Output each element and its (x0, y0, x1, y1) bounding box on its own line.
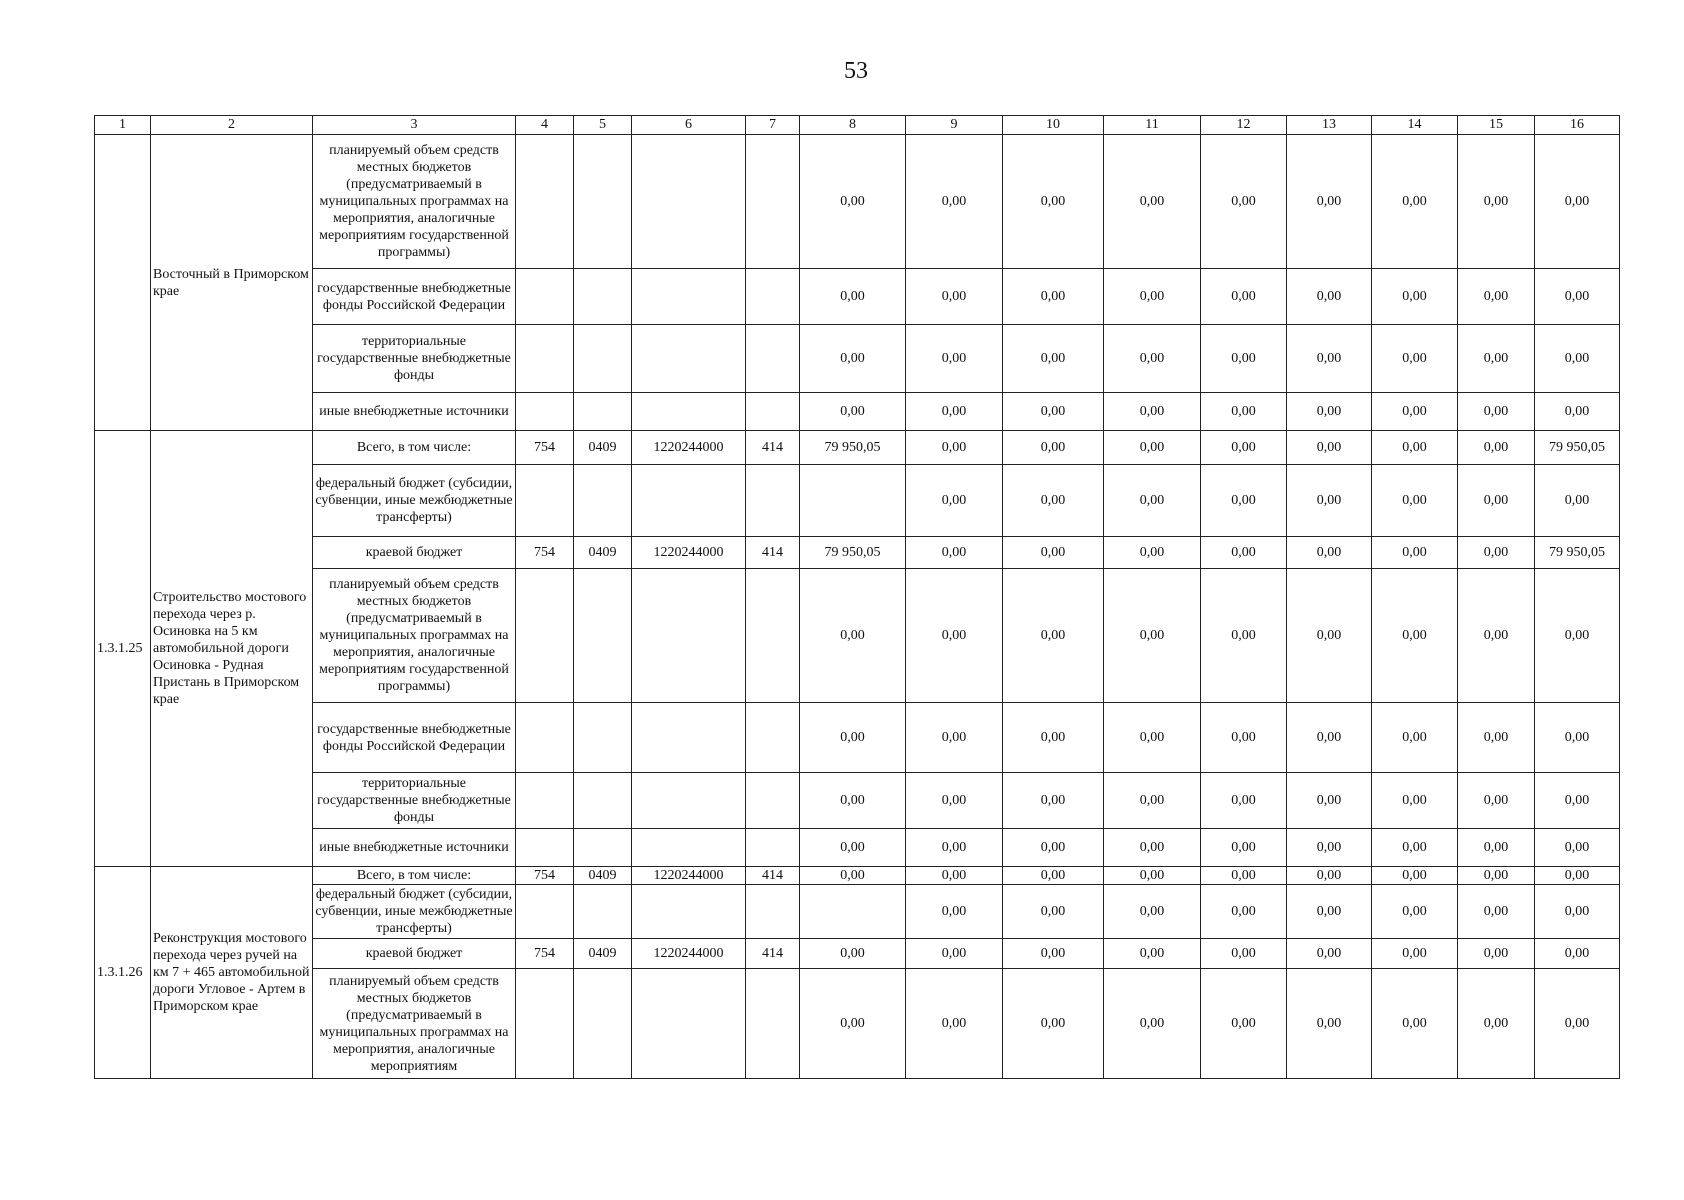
funding-source: Всего, в том числе: (313, 431, 516, 465)
value-cell: 0,00 (1201, 939, 1287, 969)
code-cell: 414 (746, 431, 800, 465)
value-cell: 0,00 (1535, 325, 1620, 393)
value-cell: 79 950,05 (1535, 431, 1620, 465)
value-cell: 0,00 (1287, 939, 1372, 969)
col-header: 12 (1201, 116, 1287, 135)
value-cell: 0,00 (1372, 569, 1458, 703)
value-cell: 0,00 (1104, 773, 1201, 829)
col-header: 9 (906, 116, 1003, 135)
value-cell: 0,00 (906, 269, 1003, 325)
value-cell: 0,00 (906, 939, 1003, 969)
value-cell: 0,00 (800, 393, 906, 431)
value-cell: 0,00 (1003, 867, 1104, 885)
value-cell: 0,00 (1458, 135, 1535, 269)
value-cell: 79 950,05 (1535, 537, 1620, 569)
value-cell: 0,00 (1104, 885, 1201, 939)
value-cell: 0,00 (1372, 703, 1458, 773)
value-cell: 0,00 (1458, 703, 1535, 773)
table-row (95, 393, 1620, 431)
value-cell: 0,00 (1003, 703, 1104, 773)
value-cell: 0,00 (1201, 773, 1287, 829)
value-cell: 0,00 (1287, 431, 1372, 465)
value-cell: 0,00 (1201, 135, 1287, 269)
value-cell: 79 950,05 (800, 431, 906, 465)
value-cell: 0,00 (800, 867, 906, 885)
col-header: 1 (95, 116, 151, 135)
value-cell: 0,00 (1535, 773, 1620, 829)
value-cell: 0,00 (800, 939, 906, 969)
value-cell: 0,00 (906, 465, 1003, 537)
funding-source: иные внебюджетные источники (313, 829, 516, 867)
value-cell: 0,00 (1372, 885, 1458, 939)
value-cell: 0,00 (1535, 829, 1620, 867)
value-cell: 0,00 (1104, 703, 1201, 773)
value-cell: 0,00 (800, 773, 906, 829)
code-cell: 1220244000 (632, 431, 746, 465)
value-cell: 0,00 (1287, 393, 1372, 431)
value-cell: 0,00 (906, 537, 1003, 569)
value-cell: 0,00 (800, 569, 906, 703)
value-cell: 0,00 (906, 325, 1003, 393)
col-header: 2 (151, 116, 313, 135)
value-cell: 0,00 (1535, 867, 1620, 885)
value-cell: 0,00 (1201, 569, 1287, 703)
code-cell: 754 (516, 537, 574, 569)
code-cell: 0409 (574, 537, 632, 569)
value-cell: 0,00 (1287, 969, 1372, 1079)
value-cell: 0,00 (1201, 867, 1287, 885)
code-cell: 1220244000 (632, 939, 746, 969)
value-cell: 0,00 (1003, 569, 1104, 703)
item-number (95, 135, 151, 431)
item-name: Восточный в Приморском крае (151, 135, 313, 431)
value-cell: 0,00 (1201, 393, 1287, 431)
value-cell: 0,00 (1287, 885, 1372, 939)
value-cell: 0,00 (1201, 703, 1287, 773)
table-row (95, 703, 1620, 773)
budget-table (94, 115, 1620, 1079)
item-number: 1.3.1.26 (95, 867, 151, 1079)
value-cell: 0,00 (1458, 269, 1535, 325)
col-header: 13 (1287, 116, 1372, 135)
value-cell: 0,00 (1535, 569, 1620, 703)
funding-source: планируемый объем средств местных бюджетов (предусматриваемый в муниципальных программах на мероприятия, аналогичные мероприятиям государственной программы) (313, 135, 516, 269)
col-header: 7 (746, 116, 800, 135)
value-cell: 0,00 (1372, 393, 1458, 431)
value-cell: 0,00 (1003, 969, 1104, 1079)
table-row (95, 465, 1620, 537)
col-header: 6 (632, 116, 746, 135)
value-cell: 0,00 (1201, 325, 1287, 393)
code-cell: 414 (746, 939, 800, 969)
value-cell: 0,00 (1201, 431, 1287, 465)
table-row (95, 431, 1620, 465)
value-cell: 0,00 (1458, 867, 1535, 885)
value-cell: 0,00 (1372, 939, 1458, 969)
value-cell: 0,00 (1372, 829, 1458, 867)
funding-source: территориальные государственные внебюджетные фонды (313, 325, 516, 393)
value-cell: 0,00 (1372, 773, 1458, 829)
funding-source: федеральный бюджет (субсидии, субвенции, иные межбюджетные трансферты) (313, 465, 516, 537)
value-cell: 0,00 (1287, 773, 1372, 829)
col-header: 4 (516, 116, 574, 135)
table-row (95, 773, 1620, 829)
funding-source: краевой бюджет (313, 939, 516, 969)
value-cell: 0,00 (1372, 969, 1458, 1079)
value-cell: 0,00 (1458, 393, 1535, 431)
value-cell: 0,00 (1287, 703, 1372, 773)
value-cell: 0,00 (1003, 829, 1104, 867)
value-cell: 0,00 (1003, 537, 1104, 569)
value-cell: 0,00 (1104, 569, 1201, 703)
value-cell: 0,00 (906, 829, 1003, 867)
value-cell: 0,00 (1104, 829, 1201, 867)
value-cell: 0,00 (1458, 537, 1535, 569)
code-cell: 414 (746, 867, 800, 885)
value-cell: 0,00 (1535, 135, 1620, 269)
value-cell: 0,00 (1458, 465, 1535, 537)
code-cell: 754 (516, 431, 574, 465)
col-header: 3 (313, 116, 516, 135)
value-cell: 0,00 (1104, 431, 1201, 465)
table-row (95, 829, 1620, 867)
table-row (95, 269, 1620, 325)
code-cell: 0409 (574, 867, 632, 885)
value-cell: 0,00 (1003, 393, 1104, 431)
value-cell: 0,00 (1003, 773, 1104, 829)
code-cell: 754 (516, 867, 574, 885)
value-cell: 0,00 (1003, 269, 1104, 325)
value-cell: 0,00 (1201, 829, 1287, 867)
value-cell: 0,00 (1104, 135, 1201, 269)
value-cell: 0,00 (906, 135, 1003, 269)
value-cell: 0,00 (1201, 269, 1287, 325)
value-cell: 0,00 (1003, 325, 1104, 393)
table-row (95, 537, 1620, 569)
value-cell: 0,00 (800, 829, 906, 867)
code-cell: 1220244000 (632, 537, 746, 569)
value-cell: 0,00 (1458, 569, 1535, 703)
value-cell: 0,00 (1003, 939, 1104, 969)
value-cell: 0,00 (1372, 431, 1458, 465)
value-cell: 0,00 (1287, 269, 1372, 325)
value-cell: 0,00 (1458, 773, 1535, 829)
page-number: 53 (844, 58, 868, 84)
funding-source: территориальные государственные внебюджетные фонды (313, 773, 516, 829)
value-cell: 0,00 (1372, 537, 1458, 569)
funding-source: планируемый объем средств местных бюджетов (предусматриваемый в муниципальных программах на мероприятия, аналогичные мероприятиям государственной программы) (313, 569, 516, 703)
code-cell: 1220244000 (632, 867, 746, 885)
col-header: 16 (1535, 116, 1620, 135)
value-cell: 0,00 (1535, 885, 1620, 939)
value-cell: 79 950,05 (800, 537, 906, 569)
value-cell: 0,00 (1458, 325, 1535, 393)
value-cell: 0,00 (1104, 537, 1201, 569)
value-cell: 0,00 (800, 703, 906, 773)
value-cell: 0,00 (1535, 393, 1620, 431)
value-cell: 0,00 (1104, 465, 1201, 537)
value-cell: 0,00 (1372, 325, 1458, 393)
table-row (95, 135, 1620, 269)
value-cell: 0,00 (906, 867, 1003, 885)
item-name: Строительство мостового перехода через р. Осиновка на 5 км автомобильной дороги Осиновка - Рудная Пристань в Приморском крае (151, 431, 313, 867)
value-cell: 0,00 (1201, 465, 1287, 537)
value-cell: 0,00 (1104, 867, 1201, 885)
value-cell: 0,00 (1104, 393, 1201, 431)
table-row (95, 867, 1620, 885)
value-cell: 0,00 (906, 703, 1003, 773)
value-cell: 0,00 (1458, 829, 1535, 867)
value-cell: 0,00 (1535, 939, 1620, 969)
funding-source: государственные внебюджетные фонды Российской Федерации (313, 269, 516, 325)
funding-source: планируемый объем средств местных бюджетов (предусматриваемый в муниципальных программах на мероприятия, аналогичные мероприятиям (313, 969, 516, 1079)
funding-source: государственные внебюджетные фонды Российской Федерации (313, 703, 516, 773)
col-header: 11 (1104, 116, 1201, 135)
value-cell: 0,00 (906, 569, 1003, 703)
value-cell: 0,00 (1458, 969, 1535, 1079)
value-cell: 0,00 (800, 969, 906, 1079)
value-cell: 0,00 (1372, 269, 1458, 325)
value-cell: 0,00 (1535, 703, 1620, 773)
value-cell: 0,00 (1535, 465, 1620, 537)
value-cell: 0,00 (906, 773, 1003, 829)
value-cell: 0,00 (906, 885, 1003, 939)
value-cell: 0,00 (1104, 939, 1201, 969)
value-cell: 0,00 (1372, 135, 1458, 269)
value-cell: 0,00 (1201, 969, 1287, 1079)
code-cell: 754 (516, 939, 574, 969)
item-number: 1.3.1.25 (95, 431, 151, 867)
col-header: 14 (1372, 116, 1458, 135)
code-cell: 0409 (574, 431, 632, 465)
value-cell: 0,00 (1287, 465, 1372, 537)
value-cell: 0,00 (1104, 269, 1201, 325)
value-cell: 0,00 (1003, 135, 1104, 269)
value-cell: 0,00 (1287, 867, 1372, 885)
value-cell: 0,00 (1201, 885, 1287, 939)
value-cell: 0,00 (1287, 829, 1372, 867)
value-cell: 0,00 (1535, 969, 1620, 1079)
col-header: 15 (1458, 116, 1535, 135)
value-cell: 0,00 (906, 393, 1003, 431)
code-cell: 414 (746, 537, 800, 569)
table-row (95, 325, 1620, 393)
value-cell: 0,00 (1287, 569, 1372, 703)
value-cell: 0,00 (1201, 537, 1287, 569)
value-cell: 0,00 (1372, 867, 1458, 885)
funding-source: Всего, в том числе: (313, 867, 516, 885)
value-cell: 0,00 (1287, 135, 1372, 269)
value-cell: 0,00 (1535, 269, 1620, 325)
value-cell: 0,00 (1003, 465, 1104, 537)
value-cell: 0,00 (906, 969, 1003, 1079)
value-cell: 0,00 (800, 325, 906, 393)
table-row (95, 969, 1620, 1079)
code-cell: 0409 (574, 939, 632, 969)
value-cell: 0,00 (800, 269, 906, 325)
value-cell: 0,00 (1104, 969, 1201, 1079)
funding-source: краевой бюджет (313, 537, 516, 569)
value-cell: 0,00 (1458, 431, 1535, 465)
table-row (95, 885, 1620, 939)
value-cell: 0,00 (1287, 537, 1372, 569)
value-cell: 0,00 (800, 135, 906, 269)
value-cell: 0,00 (1287, 325, 1372, 393)
col-header: 10 (1003, 116, 1104, 135)
table-row (95, 939, 1620, 969)
item-name: Реконструкция мостового перехода через ручей на км 7 + 465 автомобильной дороги Угловое - Артем в Приморском крае (151, 867, 313, 1079)
value-cell: 0,00 (1003, 431, 1104, 465)
value-cell: 0,00 (1003, 885, 1104, 939)
value-cell: 0,00 (1458, 939, 1535, 969)
table-row (95, 569, 1620, 703)
header-row (95, 116, 1620, 135)
value-cell: 0,00 (1458, 885, 1535, 939)
value-cell: 0,00 (906, 431, 1003, 465)
funding-source: федеральный бюджет (субсидии, субвенции, иные межбюджетные трансферты) (313, 885, 516, 939)
col-header: 8 (800, 116, 906, 135)
value-cell: 0,00 (1104, 325, 1201, 393)
col-header: 5 (574, 116, 632, 135)
value-cell: 0,00 (1372, 465, 1458, 537)
funding-source: иные внебюджетные источники (313, 393, 516, 431)
